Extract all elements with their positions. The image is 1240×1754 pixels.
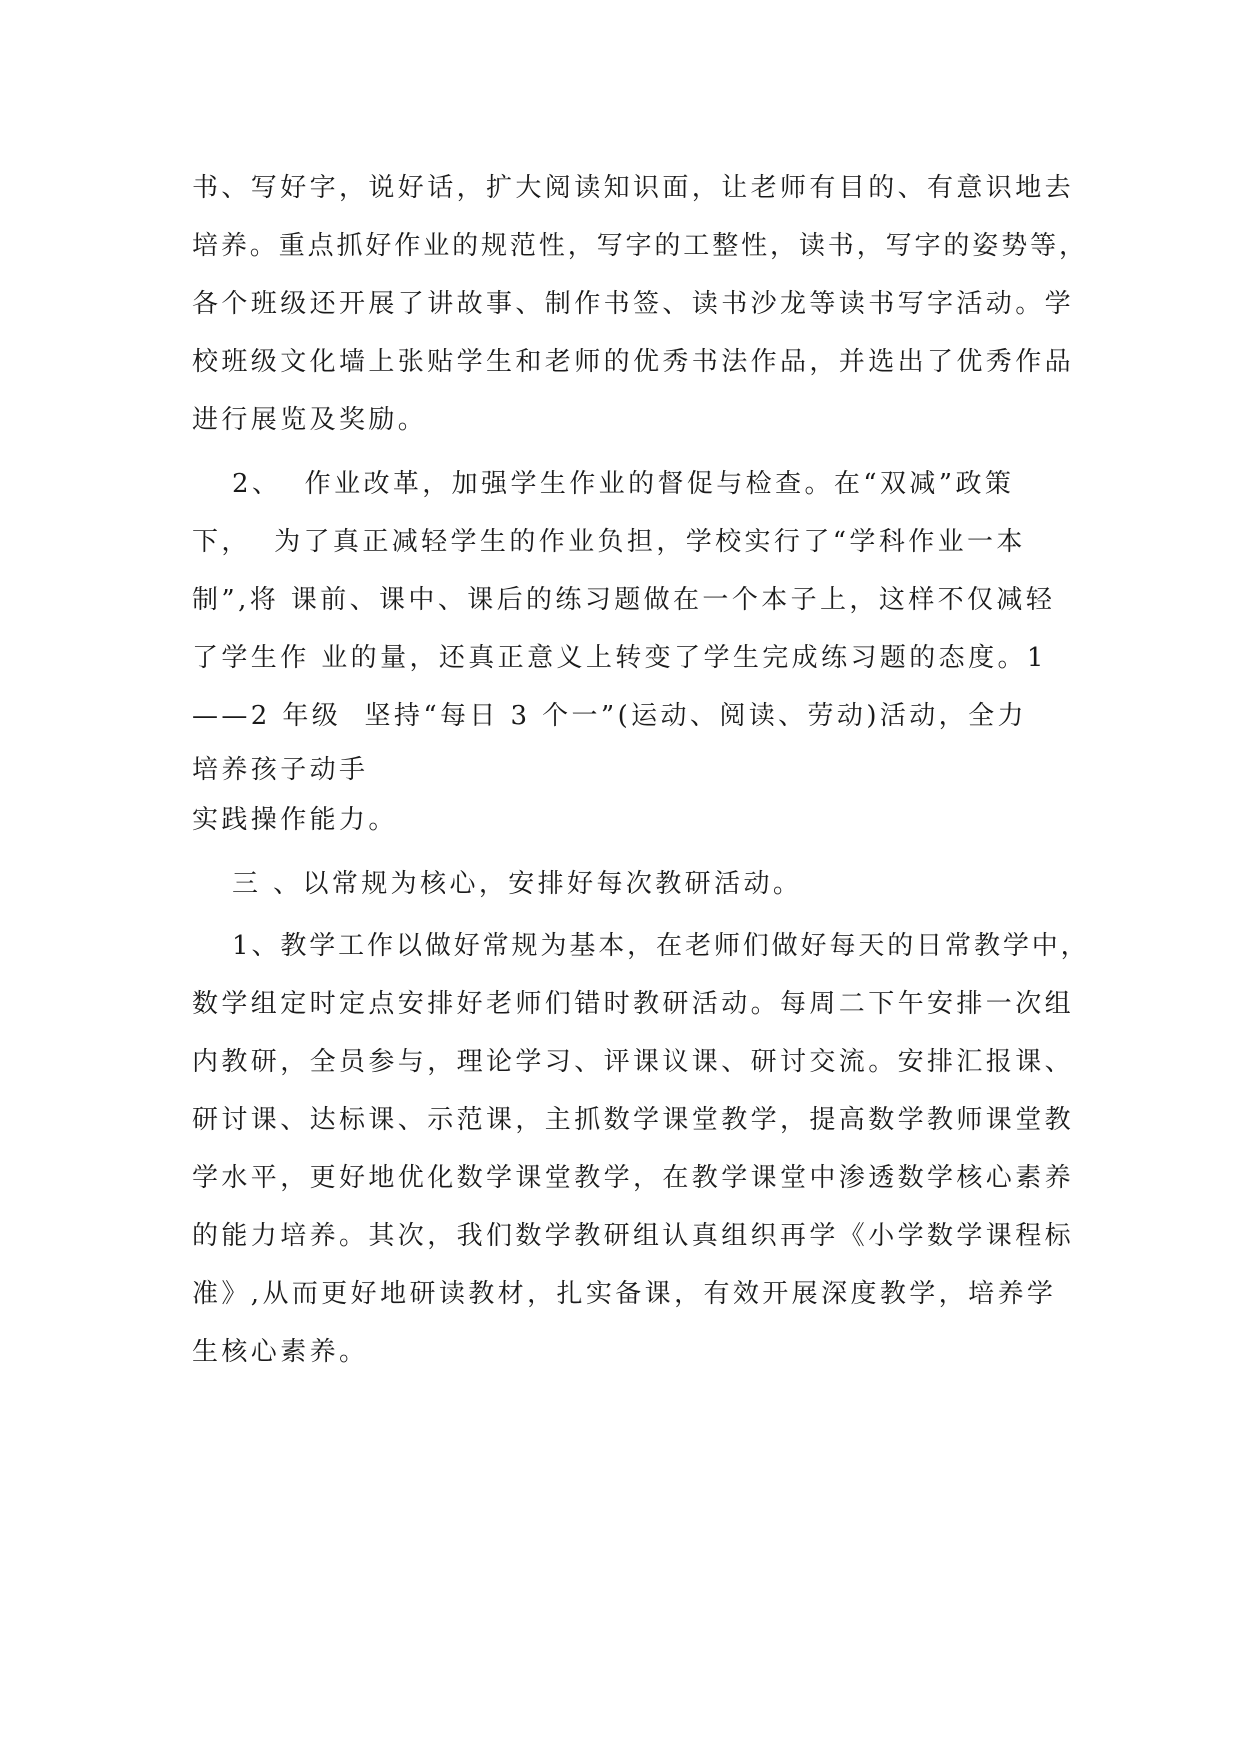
paragraph-3-line-1: 1、教学工作以做好常规为基本，在老师们做好每天的日常教学中， — [232, 931, 1090, 961]
paragraph-3-line-4: 研讨课、达标课、示范课，主抓数学课堂教学，提高数学教师课堂教 — [192, 1105, 1075, 1135]
section-heading: 三 、以常规为核心，安排好每次教研活动。 — [232, 869, 803, 899]
paragraph-2-line-3: 制”,将 课前、课中、课后的练习题做在一个本子上，这样不仅减轻 — [192, 585, 1056, 615]
paragraph-2-line-6: 培养孩子动手 — [192, 755, 369, 785]
paragraph-3-line-8: 生核心素养。 — [192, 1337, 369, 1367]
paragraph-2-line-7: 实践操作能力。 — [192, 805, 398, 835]
paragraph-3-line-5: 学水平，更好地优化数学课堂教学，在教学课堂中渗透数学核心素养 — [192, 1163, 1075, 1193]
paragraph-1-line-2: 培养。重点抓好作业的规范性，写字的工整性，读书，写字的姿势等， — [192, 231, 1088, 261]
paragraph-3-line-7: 准》,从而更好地研读教材，扎实备课，有效开展深度教学，培养学 — [192, 1279, 1057, 1309]
paragraph-3-line-2: 数学组定时定点安排好老师们错时教研活动。每周二下午安排一次组 — [192, 989, 1075, 1019]
paragraph-3-line-3: 内教研，全员参与，理论学习、评课议课、研讨交流。安排汇报课、 — [192, 1047, 1075, 1077]
paragraph-2-line-2: 下， 为了真正减轻学生的作业负担，学校实行了“学科作业一本 — [192, 527, 1026, 557]
paragraph-2-line-1: 2、 作业改革，加强学生作业的督促与检查。在“双减”政策 — [232, 469, 1015, 499]
paragraph-2-line-5: ——2 年级 坚持“每日 3 个一”(运动、阅读、劳动)活动，全力 — [192, 701, 1027, 731]
paragraph-1-line-4: 校班级文化墙上张贴学生和老师的优秀书法作品，并选出了优秀作品 — [192, 347, 1075, 377]
paragraph-2-line-4: 了学生作 业的量，还真正意义上转变了学生完成练习题的态度。1 — [192, 643, 1047, 673]
paragraph-1-line-1: 书、写好字，说好话，扩大阅读知识面，让老师有目的、有意识地去 — [192, 173, 1075, 203]
paragraph-1-line-3: 各个班级还开展了讲故事、制作书签、读书沙龙等读书写字活动。学 — [192, 289, 1075, 319]
paragraph-3-line-6: 的能力培养。其次，我们数学教研组认真组织再学《小学数学课程标 — [192, 1221, 1075, 1251]
paragraph-1-line-5: 进行展览及奖励。 — [192, 405, 428, 435]
